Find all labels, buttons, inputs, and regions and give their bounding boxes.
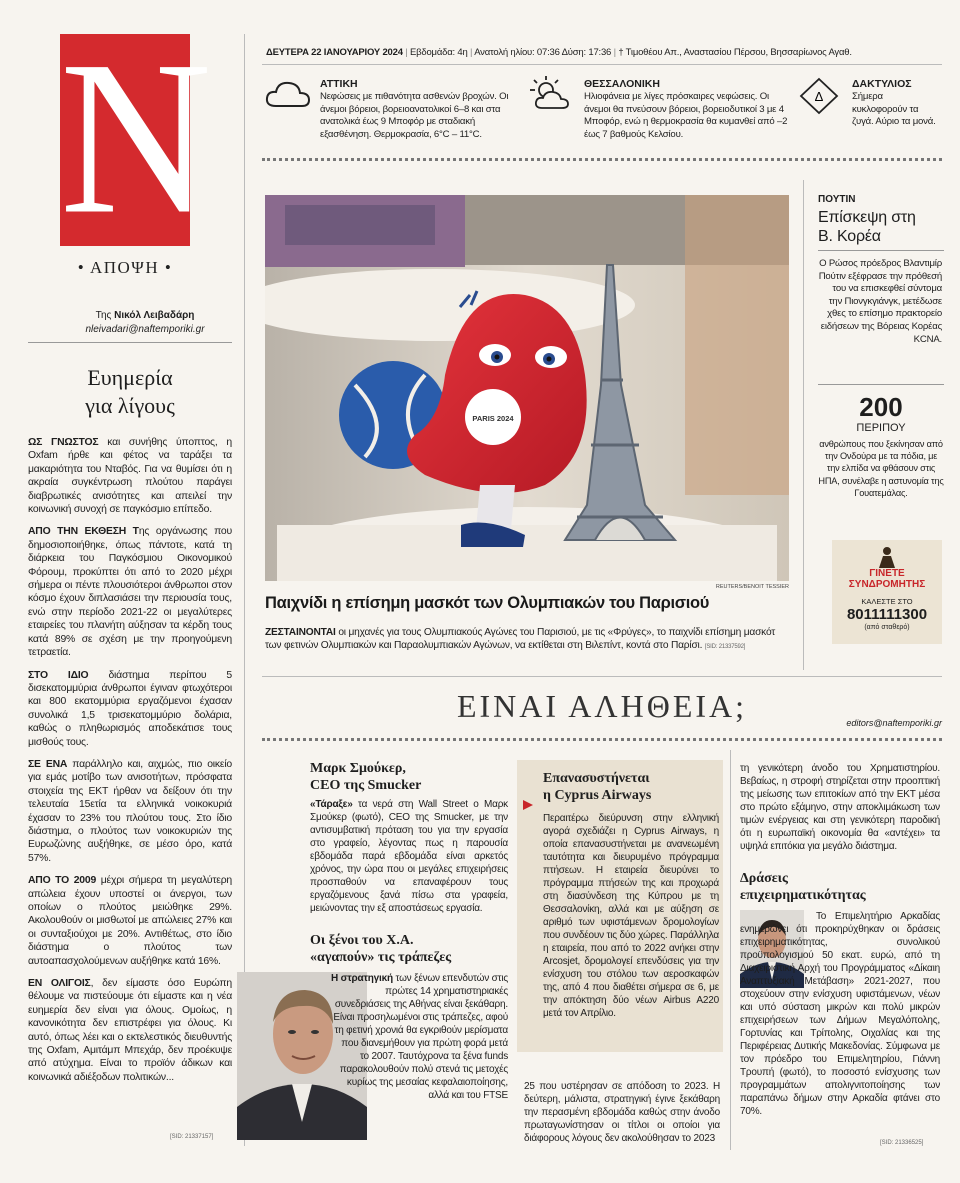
smucker-lead: «Τάραξε» [310,799,353,810]
sid-tag: [SID: 21337157] [170,1134,214,1140]
byline-rule [28,342,232,343]
opinion-paragraph [28,436,232,516]
paragraph-lead: ΑΠΟ ΤΗΝ ΕΚΘΕΣΗ Τ [28,526,139,538]
arrow-icon [521,798,535,812]
subscribe-phone[interactable]: 8011111300 [846,606,928,623]
sid-tag: [SID: 21336525] [880,1140,924,1146]
opinion-paragraph [28,669,232,749]
number-box [818,392,944,499]
photo-credit: REUTERS/BENOIT TESSIER [715,584,789,590]
weather-ring [798,74,944,150]
saints: † Τιμοθέου Απ., Αναστασίου Πέρσου, Βησσαρίωνος Αγαθ. [618,47,852,58]
opinion-title-line2: για λίγους [85,393,175,418]
opinion-paragraph [28,525,232,659]
weather-text: Νεφώσεις με πιθανότητα ασθενών βροχών. Οι άνεμοι βόρειοι, βορειοανατολικοί 6–8 και στα ανατολικά έως 9 Μποφόρ με σταδιακή εξασθένηση. Θερμοκρασία, 6°C – 11°C. [320,91,509,140]
logo-box [60,16,212,260]
putin-rule-bottom [818,384,944,385]
mascot-badge-text: PARIS 2024 [472,414,514,423]
number-label: ΠΕΡΙΠΟΥ [856,422,906,434]
einai-email[interactable]: editors@naftemporiki.gr [846,718,942,728]
paragraph-text: διάστημα περίπου 5 δισεκατομμύρια άνθρωποι έγιναν φτωχότεροι και 800 εκατομμύρια εργαζόμενοι έχασαν συνολικά 1,5 τρισεκατομμύριο δολάρια, καθώς ο πληθωρισμός αποδεκάτισε τους μισθούς τους. [28,669,232,748]
number-value: 200 [859,392,903,422]
arcadia-text: Το Επιμελητήριο Αρκαδίας ενημερώνει ότι προκηρύχθηκαν οι δράσεις επιχειρηματικότητας, συνολικού προϋπολογισμού 50 εκατ. ευρώ, από τη Διαχειριστική Αρχή του Προγράμματος «Δίκαιη Αναπτυξιακή Μετάβαση» 2021-2027, που στοχεύουν στην ενίσχυση υφιστάμενων, νέων και υπό σύσταση μικρών και πολύ μικρών επιχειρήσεων των Δήμων Μεγαλόπολης, Γορτυνίας και Τρίπολης, Οιχαλίας και της Περιφέρειας Δυτικής Μακεδονίας. Σύμφωνα με τον πρόεδρο του Επιμελητηρίου, Γιάννη Τρουπή (φωτό), το ποσοστό ενίσχυσης των προγραμμάτων απολιγνιτοποίησης των παραπάνω δήμων στην Αρκαδία φτάνει στο 70%. [740,911,940,1117]
paragraph-text: παράλληλο και, αιχμώς, πιο οικείο για εμάς μοτίβο των ανισοτήτων, πρόσφατα στοιχεία της ΕΚΤ ήρθαν να δείξουν ότι την τελευταία 15ετία τα ελληνικά νοικοκυριά έχασαν το 23% του πλούτου τους. Στο ίδιο διάστημα, ο πλούτος των νοικοκυριών της Ευρωζώνης αυξήθηκε, σε μέσο όρο, κατά 57%. [28,758,232,864]
paragraph-lead: ΩΣ ΓΝΩΣΤΟΣ [28,437,99,448]
cyprus-heading [543,770,719,804]
smucker-body: τα νερά στη Wall Street ο Μαρκ Σμούκερ (φωτό), CEO της Smucker, με την αντισυμβατική πρόταση του για την εργασία στο γραφείο, λέγοντας πως η παρουσία εβδομάδα παρά εβδομάδα είναι αρκετός χρόνος, την ώρα που οι μεγάλες επιχειρήσεις προσπαθούν να επαναφέρουν τους εργαζόμενους ξανά πίσω στα γραφεία, μειώνοντας την εξ αποστάσεως εργασία. [310,799,508,914]
opinion-title [28,364,232,420]
sid-tag: [SID: 21337592] [704,644,746,651]
top-bar-rule [262,64,942,65]
opinion-body [28,436,232,1084]
arcadia-heading-line2: επιχειρηματικότητας [740,888,866,903]
logo-letter: N [60,16,212,260]
byline-prefix: Της [95,310,112,321]
mascot-illustration [265,195,789,581]
foreigners-heading [310,932,510,966]
paragraph-lead: ΣΤΟ ΙΔΙΟ [28,669,89,681]
col-divider-3 [730,750,731,1150]
putin-text: Ο Ρώσος πρόεδρος Βλαντιμίρ Πούτιν εξέφρασε την πρόθεσή του να επισκεφθεί σύντομα την Πιονγκγιάνγκ, μετέδωσε χθες το επίσημο πρακτορείο ειδήσεων της Βόρειας Κορέας KCNA. [818,258,942,345]
einai-rule-top [262,676,942,677]
subscribe-box[interactable] [832,540,942,644]
paragraph-lead: ΣΕ ΕΝΑ [28,758,68,770]
paragraph-text: , δεν είμαστε όσο Ευρώπη θέλουμε να πιστεύουμε ότι είμαστε και η νέα ευημερία δεν είναι για όλους. Ομοίως, η κανονικότητα δεν επιστρέφει για όλους. Κι αυτό, όπως λέει και ο εκτελεστικός διευθυντής της Oxfam, Αμιτάμπ Μπεχάρ, δεν προέκυψε από ατύχημα. Είναι το προϊόν άδικων και κοινωνικά αδιέξοδων πολιτικών... [28,978,232,1083]
arcadia-heading-line1: Δράσεις [740,871,788,886]
sun-cloud-icon [526,74,576,114]
author-name: Νικόλ Λειβαδάρη [114,310,195,321]
smucker-heading-line2: CEO της Smucker [310,778,422,793]
cloud-icon [264,76,312,112]
svg-text:Δ: Δ [814,89,824,104]
cyprus-heading-line1: Επανασυστήνεται [543,771,650,786]
week: Εβδομάδα: 4η [409,47,468,58]
cyprus-box [517,760,723,1052]
number-text: ανθρώπους που ξεκίνησαν από την Ονδούρα με τα πόδια, με την ελπίδα να φθάσουν στις ΗΠΑ, συνέλαβε η αστυνομία της Γουατεμάλας. [818,439,944,498]
foreigners-heading-line1: Οι ξένοι του Χ.Α. [310,933,414,948]
main-caption [265,626,793,655]
arcadia-heading [740,870,940,904]
foreigners-text [330,972,508,1102]
date: ΔΕΥΤΕΡΑ 22 ΙΑΝΟΥΑΡΙΟΥ 2024 [266,47,403,58]
main-headline: Παιχνίδι η επίσημη μασκότ των Ολυμπιακών του Παρισιού [265,594,710,612]
smucker-heading-line1: Μαρκ Σμούκερ, [310,761,406,776]
einai-title: ΕΙΝΑΙ ΑΛΗΘΕΙΑ; [456,688,748,724]
opinion-paragraph [28,874,232,968]
paragraph-text: ης οργάνωσης που δημοσιοποιήθηκε, όπως πάντοτε, κατά τη διάρκεια του Παγκόσμιου Οικονομικού Φόρουμ, προκύπτει ότι από το 2020 μέχρι σήμερα οι πέντε πλουσιότεροι άνθρωποι στον κόσμο έχουν διπλασιάσει την περιουσία τους, ενώ στην περίοδο 2021-22 οι μεγαλύτερες εταιρείες του πλανήτη αύξησαν τα κέρδη τους κατά 89% σε σχέση με την προηγούμενη τετραετία. [28,526,232,659]
weather-region: ΘΕΣΣΑΛΟΝΙΚΗ [584,78,660,90]
paragraph-text: μέχρι σήμερα τη μεγαλύτερη απώλεια έχουν υποστεί οι άνεργοι, των οποίων ο πλούτος μειώθηκε 29%. Ακολουθούν οι μισθωτοί με απώλειες 27% και οι συνταξιούχοι με 20%. Αντιθέτως, στο ίδιο διάστημα ο πλούτος των αυτοαπασχολούμενων αυξήθηκε κατά 16%. [28,875,232,967]
smucker-text [310,798,508,915]
paragraph-lead: ΑΠΟ ΤΟ 2009 [28,875,97,887]
weather-region: ΔΑΚΤΥΛΙΟΣ [852,78,912,90]
putin-title: Επίσκεψη στη Β. Κορέα [818,209,916,245]
sidebar-divider [803,180,804,670]
subscribe-title-1: ΓΙΝΕΤΕ [869,568,905,579]
author-email[interactable]: nleivadari@naftemporiki.gr [85,324,205,335]
putin-kicker: ΠΟΥΤΙΝ [818,194,856,205]
subscribe-title-2: ΣΥΝΔΡΟΜΗΤΗΣ [848,579,926,590]
opinion-paragraph [28,758,232,865]
sun-times: Ανατολή ηλίου: 07:36 Δύση: 17:36 [474,47,612,58]
einai-dotted-rule [262,738,942,741]
weather-thessaloniki [524,74,794,150]
main-caption-lead: ΖΕΣΤΑΙΝΟΝΤΑΙ [265,627,336,638]
weather-text: Ηλιοφάνεια με λίγες πρόσκαιρες νεφώσεις. Οι άνεμοι θα πνεύσουν βόρειοι, βορειοδυτικοί 3 με 4 Μποφόρ, ενώ η θερμοκρασία θα κυμανθεί από –2 έως 7 βαθμούς Κελσίου. [584,91,788,140]
weather-text: Σήμερα κυκλοφορούν τα ζυγά. Αύριο τα μονά. [852,91,936,128]
opinion-title-line1: Ευημερία [87,365,173,390]
byline [60,310,230,321]
foreigners-lead: Η στρατηγική [331,973,393,984]
putin-rule [818,250,944,251]
smucker-heading [310,760,510,794]
mascot-photo [265,195,789,581]
foreigners-body: των ξένων επενδυτών στις πρώτες 14 χρηματιστηριακές συνεδριάσεις της Αθήνας είναι ξεκάθαρη. Είναι προσηλωμένοι στις τράπεζες, αφού τη φετινή χρονιά θα εγκριθούν μερίσματα που διανεμήθουν για πρώτη φορά μετά το 2007. Ταυτόχρονα τα ξένα funds παρακολουθούν πολύ στενά τις μετοχές κυρίως της μεσαίας κεφαλαιοποίησης, αλλά και του FTSE [333,973,508,1101]
stocks-continued: 25 που υστέρησαν σε απόδοση το 2023. Η δεύτερη, μάλιστα, στρατηγική έγινε ξεκάθαρη την περασμένη εβδομάδα καθώς στην άνοδο πρωταγωνίστησαν οι τίτλοι οι οποίοι για διάφορους λόγους δεν ακολούθησαν το 2023 [524,1081,720,1144]
opinion-paragraph [28,977,232,1084]
cyprus-text: Περαιτέρω διεύρυνση στην ελληνική αγορά σχεδιάζει η Cyprus Airways, η οποία επανασυστήνεται με ανανεωμένη ταυτότητα και διευρυμένο πρόγραμμα πτήσεων. Η εταιρεία διευρύνει το πρόγραμμα πτήσεών της και προχωρά στη διασύνδεση της Κύπρου με τη Θεσσαλονίκη, αλλά και με αύξηση σε αριθμό των υφιστάμενων δρομολογίων που συνδέουν τις δύο χώρες. Παράλληλα η εταιρεία, που από το 2022 ανήκει στην Arcosjet, δρομολογεί επενδύσεις για την ενίσχυση του στόλου των αεροσκαφών της, από 4 που διαθέτει σήμερα σε 6, με την απόκτηση δύο νέων Airbus A220 μετά τον Απρίλιο. [543,813,719,1019]
cyprus-heading-line2: η Cyprus Airways [543,788,652,803]
ring-road-icon [798,76,840,116]
subscribe-note: (από σταθερό) [864,624,910,631]
section-label: • ΑΠΟΨΗ • [77,258,173,277]
top-bar: ΔΕΥΤΕΡΑ 22 ΙΑΝΟΥΑΡΙΟΥ 2024 | Εβδομάδα: 4η | Ανατολή ηλίου: 07:36 Δύση: 17:36 | † Τιμοθέου Απ., Αναστασίου Πέρσου, Βησσαρίωνος Αγαθ. [266,47,852,58]
weather-dotted-rule [262,158,942,161]
paragraph-lead: ΕΝ ΟΛΙΓΟΙΣ [28,978,91,990]
paragraph-text: και συνήθης ύποπτος, η Oxfam ήρθε και φέτος να ταράξει τα μακαριότητα του Νταβός. Για να θυμίσει ότι η ακραία συγκέντρωση πλούτου παράγει διαβρωτικές ανισότητες και απειλεί την κοινωνική συνοχή σε παγκόσμιο επίπεδο. [28,437,232,516]
subscribe-call: ΚΑΛΕΣΤΕ ΣΤΟ [861,597,913,606]
main-caption-text: οι μηχανές για τους Ολυμπιακούς Αγώνες του Παρισιού, με τις «Φρύγες», το παιχνίδι επίσημη μασκότ των φετινών Ολυμπιακών και Παραολυμπιακών Αγώνων, να εκτίθεται στη Βιλεπίντ, κοντά στο Παρίσι. [265,627,776,652]
weather-attica [262,74,522,150]
weather-region: ΑΤΤΙΚΗ [320,78,358,90]
foreigners-heading-line2: «αγαπούν» τις τράπεζες [310,950,452,965]
stocks-end: τη γενικότερη άνοδο του Χρηματιστηρίου. Βεβαίως, η στροφή στηρίζεται στην προοπτική της μείωσης των επιτοκίων από την ΕΚΤ μέσα στο πρώτο εξάμηνο, στην αποκλιμάκωση των τιμών ενέργειας και στη γενικότερη παροδική ότι η ευρωπαϊκή οικονομία θα «αντέχει» τα υψηλά επιτόκια για μεγάλο διάστημα. [740,763,940,852]
person-icon [875,546,899,568]
